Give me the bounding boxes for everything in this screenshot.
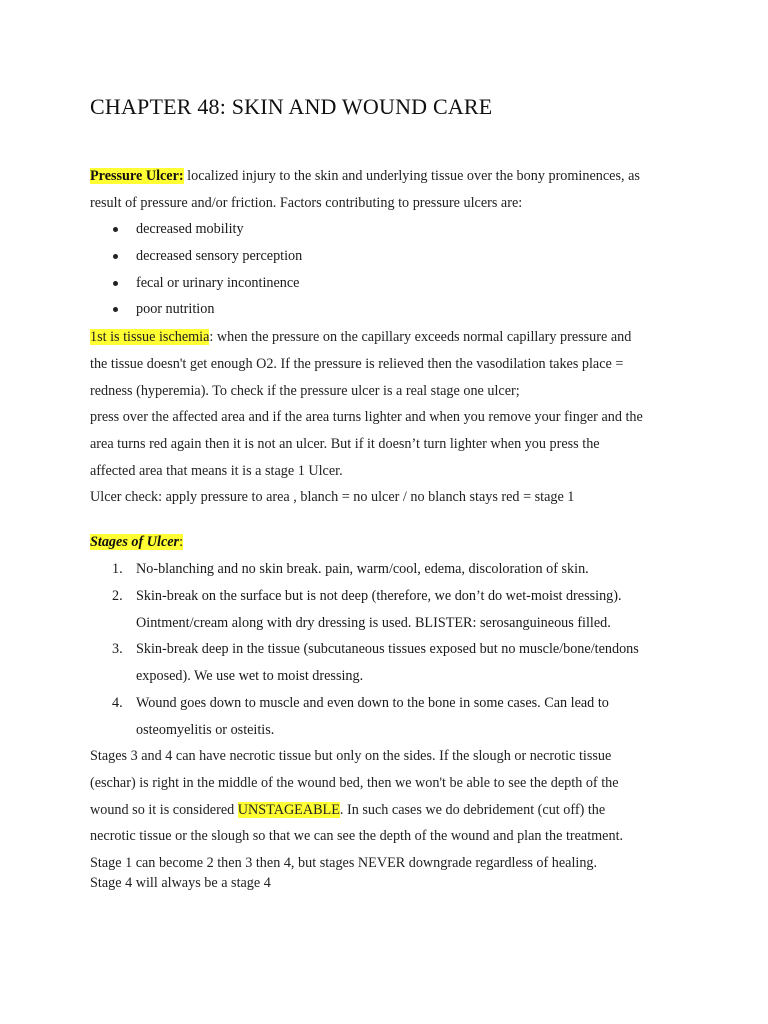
stage-number: 1.	[112, 561, 123, 577]
unstageable-text: . In such cases we do debridement (cut off) the	[339, 801, 606, 818]
stage-text: Wound goes down to muscle and even down to the bone in some cases. Can lead to	[136, 694, 609, 711]
ischemia-paragraph	[90, 324, 700, 404]
stage-text: Skin-break on the surface but is not deep (therefore, we don’t do wet-moist dressing).	[136, 587, 622, 604]
ischemia-term: 1st is tissue ischemia	[90, 329, 210, 345]
list-item	[90, 270, 302, 297]
unstageable-line: Stages 3 and 4 can have necrotic tissue but only on the sides. If the slough or necrotic tissue	[90, 748, 612, 764]
bullet-icon	[113, 307, 118, 312]
stages-heading	[90, 529, 690, 556]
ischemia-text: : when the pressure on the capillary exceeds normal capillary pressure and	[209, 329, 632, 345]
unstageable-paragraph	[90, 743, 700, 850]
ischemia-line: press over the affected area and if the area turns lighter and when you remove your finger and the	[90, 409, 643, 425]
bullet-icon	[113, 281, 118, 286]
list-item	[90, 556, 690, 583]
list-item	[90, 690, 690, 744]
progression-line: Stage 4 will always be a stage 4	[90, 875, 271, 891]
ischemia-check-paragraph	[90, 404, 700, 511]
ischemia-line: the tissue doesn't get enough O2. If the pressure is relieved then the vasodilation takes place =	[90, 355, 624, 372]
list-item	[90, 636, 690, 690]
pressure-ulcer-term: Pressure Ulcer:	[90, 168, 184, 184]
pressure-ulcer-definition	[90, 163, 690, 217]
ulcer-check-line: Ulcer check: apply pressure to area , blanch = no ulcer / no blanch stays red = stage 1	[90, 489, 575, 506]
stage-text: exposed). We use wet to moist dressing.	[136, 668, 364, 685]
factor-text: decreased mobility	[136, 221, 244, 237]
factor-text: poor nutrition	[136, 301, 215, 318]
bullet-icon	[113, 254, 118, 259]
stage-number: 2.	[112, 587, 123, 604]
unstageable-line: necrotic tissue or the slough so that we can see the depth of the wound and plan the treatment.	[90, 828, 624, 845]
stage-text: osteomyelitis or osteitis.	[136, 721, 275, 738]
factors-list	[90, 216, 302, 323]
list-item	[90, 583, 690, 637]
unstageable-line: (eschar) is right in the middle of the wound bed, then we won't be able to see the depth of the	[90, 774, 619, 791]
stages-heading-colon: :	[179, 534, 184, 550]
unstageable-text: wound so it is considered	[90, 801, 238, 818]
ischemia-line: redness (hyperemia). To check if the pressure ulcer is a real stage one ulcer;	[90, 382, 520, 399]
definition-text: localized injury to the skin and underlying tissue over the bony prominences, as	[183, 168, 640, 184]
definition-line	[90, 163, 690, 190]
stage-text: No-blanching and no skin break. pain, warm/cool, edema, discoloration of skin.	[136, 561, 589, 577]
stages-list	[90, 556, 690, 744]
stage-number: 3.	[112, 641, 123, 658]
unstageable-term: UNSTAGEABLE	[237, 801, 340, 818]
list-item	[90, 296, 302, 323]
factor-text: decreased sensory perception	[136, 247, 303, 264]
list-item	[90, 243, 302, 270]
stage-text: Skin-break deep in the tissue (subcutaneous tissues exposed but no muscle/bone/tendons	[136, 641, 639, 658]
stages-heading-text: Stages of Ulcer	[90, 534, 180, 550]
definition-line: result of pressure and/or friction. Factors contributing to pressure ulcers are:	[90, 194, 523, 211]
stage-progression-note	[90, 853, 700, 893]
bullet-icon	[113, 227, 118, 232]
chapter-title: CHAPTER 48: SKIN AND WOUND CARE	[90, 94, 493, 119]
stage-text: Ointment/cream along with dry dressing is used. BLISTER: serosanguineous filled.	[136, 614, 611, 631]
ischemia-line	[90, 324, 700, 351]
list-item	[90, 216, 302, 243]
stage-number: 4.	[112, 694, 123, 711]
ischemia-line: area turns red again then it is not an ulcer. But if it doesn’t turn lighter when you press the	[90, 435, 600, 452]
ischemia-line: affected area that means it is a stage 1 Ulcer.	[90, 462, 343, 479]
progression-line: Stage 1 can become 2 then 3 then 4, but stages NEVER downgrade regardless of healing.	[90, 855, 598, 871]
unstageable-line	[90, 797, 700, 824]
factor-text: fecal or urinary incontinence	[136, 274, 300, 291]
